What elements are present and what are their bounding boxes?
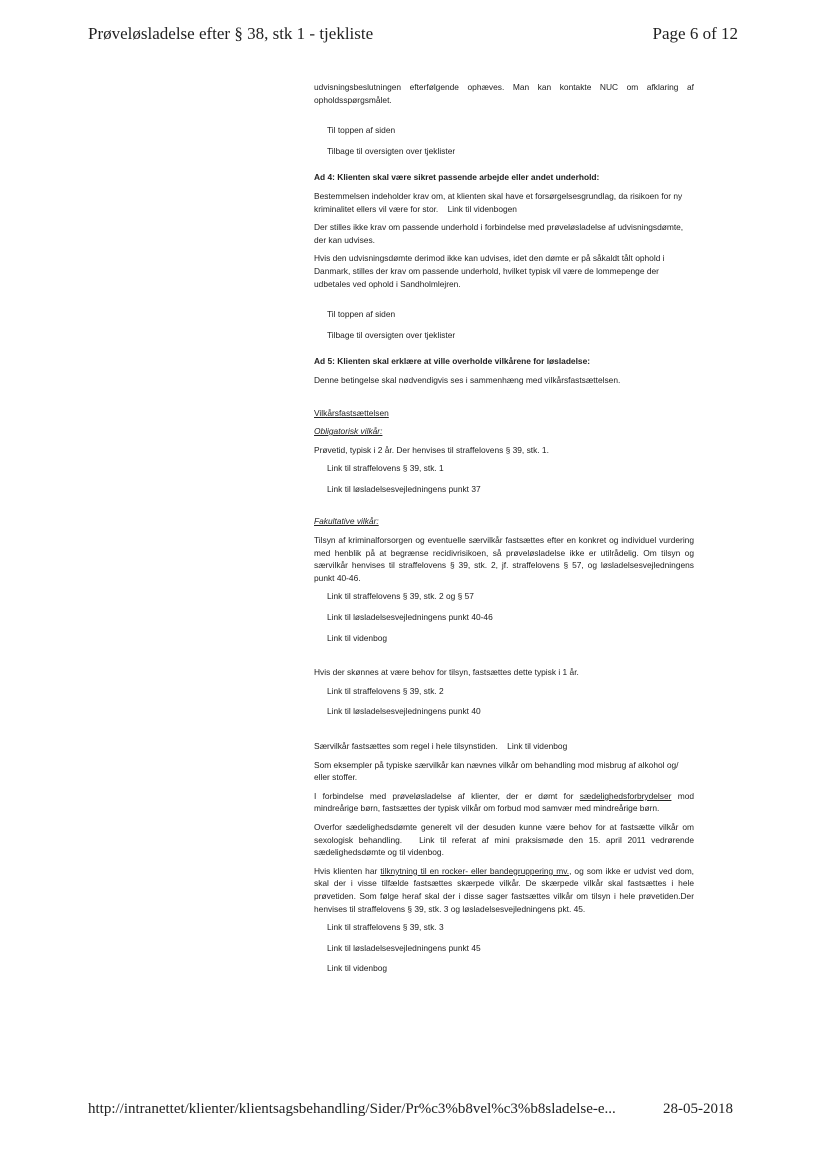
link-videnbogen[interactable]: Link til videnbogen [447,203,517,214]
paragraph-udvisning: udvisningsbeslutningen efterfølgende ophæves. Man kan kontakte NUC om afklaring af opholdsspørgsmålet. [314,82,694,105]
link-back-to-checklists[interactable]: Tilbage til oversigten over tjeklister [327,329,456,340]
footer-date: 28-05-2018 [663,1101,733,1117]
paragraph-ad4-1 [314,190,694,215]
saervilkar-5-text-b: , og som ikke er udvist ved dom, skal der i visse tilfælde fastsættes skærpede vilkår. De skærpede vilkår skal fastsættes i hele prøvetiden. Som følge heraf skal der i disse sager fastsættes vilkår om tilsyn i hele prøvetiden.Der henvises til straffelovens § 39, stk. 3 og løsladelsesvejledningens pkt. 45. [314,865,694,914]
saervilkar-5-text-a: Hvis klienten har [314,865,381,876]
paragraph-saervilkar-4 [314,821,694,859]
link-videnbog[interactable]: Link til videnbog [507,741,568,751]
nav-links-1 [327,124,694,157]
heading-vilkarsfastsaettelse[interactable]: Vilkårsfastsættelsen [314,407,389,418]
heading-obligatorisk: Obligatorisk vilkår: [314,426,383,437]
link-saedelighedsforbrydelser[interactable]: sædelighedsforbrydelser [579,790,672,801]
paragraph-ad4-2: Der stilles ikke krav om passende underhold i forbindelse med prøveløsladelse af udvisningsdømte, der kan udvises. [314,222,684,245]
footer-url: http://intranettet/klienter/klientsagsbehandling/Sider/Pr%c3%b8vel%c3%b8sladelse-e... [88,1101,616,1117]
heading-ad4: Ad 4: Klienten skal være sikret passende arbejde eller andet underhold: [314,172,600,183]
link-to-top[interactable]: Til toppen af siden [327,309,396,320]
page-header-title: Prøveløsladelse efter § 38, stk 1 - tjekliste [88,24,374,43]
link-strfl-39-3[interactable]: Link til straffelovens § 39, stk. 3 [327,922,444,933]
paragraph-saervilkar-3 [314,790,694,815]
link-loesladelsesvejledning-40-46[interactable]: Link til løsladelsesvejledningens punkt 40-46 [327,612,493,623]
link-videnbog[interactable]: Link til videnbog [327,632,388,643]
heading-ad5: Ad 5: Klienten skal erklære at ville overholde vilkårene for løsladelse: [314,356,591,367]
saervilkar-4-text: Overfor sædelighedsdømte generelt vil der desuden kunne være behov for at fastsætte vilkår om sexologisk behandling. [314,821,694,845]
nav-links-2 [327,308,694,341]
saervilkar-3-text-a: I forbindelse med prøveløsladelse af klienter, der er dømt for [314,790,580,801]
link-videnbog[interactable]: Link til videnbog [327,963,388,974]
paragraph-ad5: Denne betingelse skal nødvendigvis ses i sammenhæng med vilkårsfastsættelsen. [314,374,621,385]
paragraph-ad4-3: Hvis den udvisningsdømte derimod ikke kan udvises, idet den dømte er på såkaldt tålt ophold i Danmark, stilles der krav om passende underhold, hvilket typisk vil være de lommepenge der udbetales ved ophold i Sandholmlejren. [314,253,665,289]
paragraph-saervilkar-2: Som eksempler på typiske særvilkår kan nævnes vilkår om behandling mod misbrug af alkohol og/ eller stoffer. [314,759,679,783]
link-back-to-checklists[interactable]: Tilbage til oversigten over tjeklister [327,145,456,156]
document-body [314,81,694,983]
heading-fakultative: Fakultative vilkår: [314,516,379,527]
link-loesladelsesvejledning-40[interactable]: Link til løsladelsesvejledningens punkt 40 [327,706,481,717]
link-strfl-39-2-57[interactable]: Link til straffelovens § 39, stk. 2 og § 57 [327,591,474,602]
link-strfl-39-2[interactable]: Link til straffelovens § 39, stk. 2 [327,685,444,696]
link-strfl-39-1[interactable]: Link til straffelovens § 39, stk. 1 [327,463,444,474]
paragraph-obligatorisk: Prøvetid, typisk i 2 år. Der henvises til straffelovens § 39, stk. 1. [314,444,549,455]
ad4-text: Bestemmelsen indeholder krav om, at klienten skal have et forsørgelsesgrundlag, da risikoen for ny kriminalitet ellers vil være for stor. [314,190,683,214]
link-loesladelsesvejledning-45[interactable]: Link til løsladelsesvejledningens punkt 45 [327,942,481,953]
paragraph-fakultative: Tilsyn af kriminalforsorgen og eventuelle særvilkår fastsættes efter en konkret og individuel vurdering med henblik på at begrænse recidivrisikoen, så prøveløsladelse ikke er utilrådelig. Om tilsyn og særvilkår henvises til straffelovens § 39, stk. 2, jf. straffelovens § 57, og løsladelsesvejledningens punkt 40-46. [314,535,694,583]
link-referat-praksismoede[interactable]: Link til referat af mini praksismøde den 15. april 2011 vedrørende sædelighedsdømte og til videnbog. [314,834,694,858]
link-loesladelsesvejledning-37[interactable]: Link til løsladelsesvejledningens punkt 37 [327,483,481,494]
paragraph-tilsyn: Hvis der skønnes at være behov for tilsyn, fastsættes dette typisk i 1 år. [314,667,579,678]
link-rocker-bandegruppering[interactable]: tilknytning til en rocker- eller bandegruppering mv. [380,865,570,876]
paragraph-saervilkar-5 [314,865,694,915]
saervilkar-3-text-b: mod mindreårige børn, fastsættes der typisk vilkår om forbud mod samvær med mindreårige børn. [314,790,695,814]
paragraph-saervilkar-1 [314,740,694,753]
page-number: Page 6 of 12 [652,24,738,43]
link-to-top[interactable]: Til toppen af siden [327,125,396,136]
saervilkar-text: Særvilkår fastsættes som regel i hele tilsynstiden. [314,741,498,751]
